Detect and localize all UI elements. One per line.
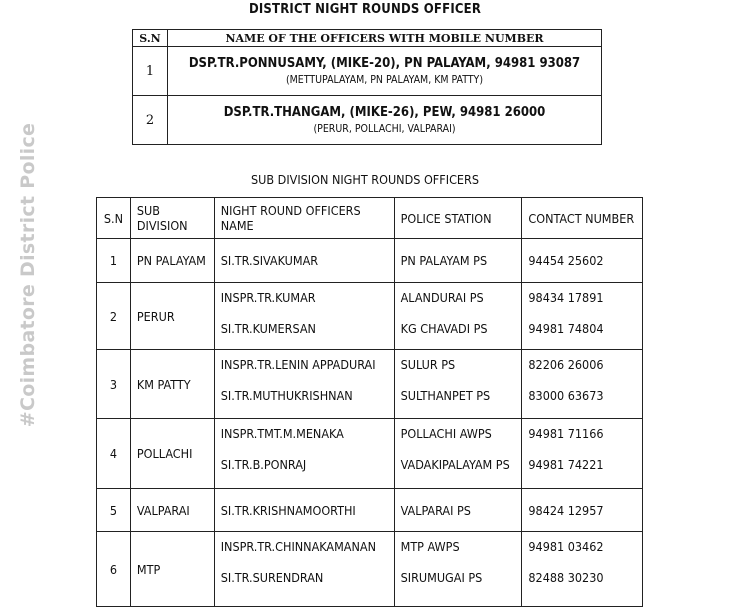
- table-row: [97, 489, 643, 532]
- police-station-cell: [394, 283, 522, 350]
- header-sub-division: SUB DIVISION: [130, 198, 214, 239]
- contact-number: 94981 03462: [528, 539, 604, 554]
- officer-name-cell: [214, 419, 394, 489]
- contact-number-cell: [522, 283, 643, 350]
- row-sn: 1: [97, 239, 131, 283]
- police-station-cell: [394, 532, 522, 607]
- police-station-cell: VALPARAI PS: [394, 489, 522, 532]
- police-station: SIRUMUGAI PS: [400, 570, 483, 585]
- table-row: [97, 532, 643, 607]
- row-sn: 1: [133, 47, 168, 96]
- row-sn: 4: [97, 419, 131, 489]
- contact-number: 98434 17891: [528, 290, 604, 305]
- header-contact-number: CONTACT NUMBER: [522, 198, 643, 239]
- police-station: ALANDURAI PS: [400, 290, 484, 305]
- row-sn: 2: [97, 283, 131, 350]
- contact-number-cell: 98424 12957: [522, 489, 643, 532]
- contact-number-cell: 94454 25602: [522, 239, 643, 283]
- row-sn: 5: [97, 489, 131, 532]
- officer-details: DSP.TR.THANGAM, (MIKE-26), PEW, 94981 26000: [223, 105, 546, 120]
- police-station: KG CHAVADI PS: [400, 321, 488, 336]
- contact-number: 94981 71166: [528, 426, 604, 441]
- contact-number-cell: [522, 419, 643, 489]
- subdivision-officers-table: [96, 197, 643, 607]
- police-station: VADAKIPALAYAM PS: [400, 457, 510, 472]
- header-sn: S.N: [133, 30, 168, 47]
- subdivision-title: SUB DIVISION NIGHT ROUNDS OFFICERS: [251, 172, 479, 187]
- police-station-cell: [394, 419, 522, 489]
- police-station: MTP AWPS: [400, 539, 460, 554]
- table-row: [97, 419, 643, 489]
- officer-name: INSPR.TR.CHINNAKAMANAN: [220, 539, 377, 554]
- officer-areas: (METTUPALAYAM, PN PALAYAM, KM PATTY): [285, 74, 484, 86]
- contact-number: 83000 63673: [528, 388, 604, 403]
- header-officer-name: NAME OF THE OFFICERS WITH MOBILE NUMBER: [168, 30, 602, 47]
- table-header-row: [133, 30, 602, 47]
- sub-division-cell: PN PALAYAM: [130, 239, 214, 283]
- district-title: DISTRICT NIGHT ROUNDS OFFICER: [248, 2, 482, 17]
- police-station: SULUR PS: [400, 357, 456, 372]
- officer-name: SI.TR.KUMERSAN: [220, 321, 316, 336]
- officer-cell: [168, 96, 602, 145]
- sub-division-cell: KM PATTY: [130, 350, 214, 419]
- watermark: #Coimbatore District Police: [17, 122, 39, 428]
- officer-name: INSPR.TR.LENIN APPADURAI: [220, 357, 376, 372]
- officer-name: SI.TR.SURENDRAN: [220, 570, 324, 585]
- contact-number: 82206 26006: [528, 357, 604, 372]
- table-row: [97, 350, 643, 419]
- officer-details: DSP.TR.PONNUSAMY, (MIKE-20), PN PALAYAM, 94981 93087: [188, 56, 581, 71]
- district-officers-table: [132, 29, 602, 145]
- officer-name-cell: [214, 283, 394, 350]
- row-sn: 6: [97, 532, 131, 607]
- officer-areas: (PERUR, POLLACHI, VALPARAI): [313, 123, 456, 135]
- sub-division-cell: PERUR: [130, 283, 214, 350]
- table-row: [133, 47, 602, 96]
- police-station: SULTHANPET PS: [400, 388, 491, 403]
- table-row: [97, 239, 643, 283]
- header-police-station: POLICE STATION: [394, 198, 522, 239]
- officer-name-cell: SI.TR.SIVAKUMAR: [214, 239, 394, 283]
- officer-name: SI.TR.MUTHUKRISHNAN: [220, 388, 353, 403]
- contact-number-cell: [522, 350, 643, 419]
- contact-number-cell: [522, 532, 643, 607]
- officer-name: INSPR.TR.KUMAR: [220, 290, 316, 305]
- sub-division-cell: VALPARAI: [130, 489, 214, 532]
- police-station: POLLACHI AWPS: [400, 426, 492, 441]
- table-row: [97, 283, 643, 350]
- officer-name-cell: [214, 532, 394, 607]
- row-sn: 3: [97, 350, 131, 419]
- police-station-cell: PN PALAYAM PS: [394, 239, 522, 283]
- header-sn: S.N: [97, 198, 131, 239]
- contact-number: 82488 30230: [528, 570, 604, 585]
- officer-cell: [168, 47, 602, 96]
- officer-name: INSPR.TMT.M.MENAKA: [220, 426, 344, 441]
- officer-name-cell: [214, 350, 394, 419]
- sub-division-cell: POLLACHI: [130, 419, 214, 489]
- table-row: [133, 96, 602, 145]
- row-sn: 2: [133, 96, 168, 145]
- police-station-cell: [394, 350, 522, 419]
- officer-name: SI.TR.B.PONRAJ: [220, 457, 307, 472]
- header-officer-name: NIGHT ROUND OFFICERS NAME: [214, 198, 394, 239]
- contact-number: 94981 74804: [528, 321, 604, 336]
- contact-number: 94981 74221: [528, 457, 604, 472]
- sub-division-cell: MTP: [130, 532, 214, 607]
- officer-name-cell: SI.TR.KRISHNAMOORTHI: [214, 489, 394, 532]
- table-header-row: [97, 198, 643, 239]
